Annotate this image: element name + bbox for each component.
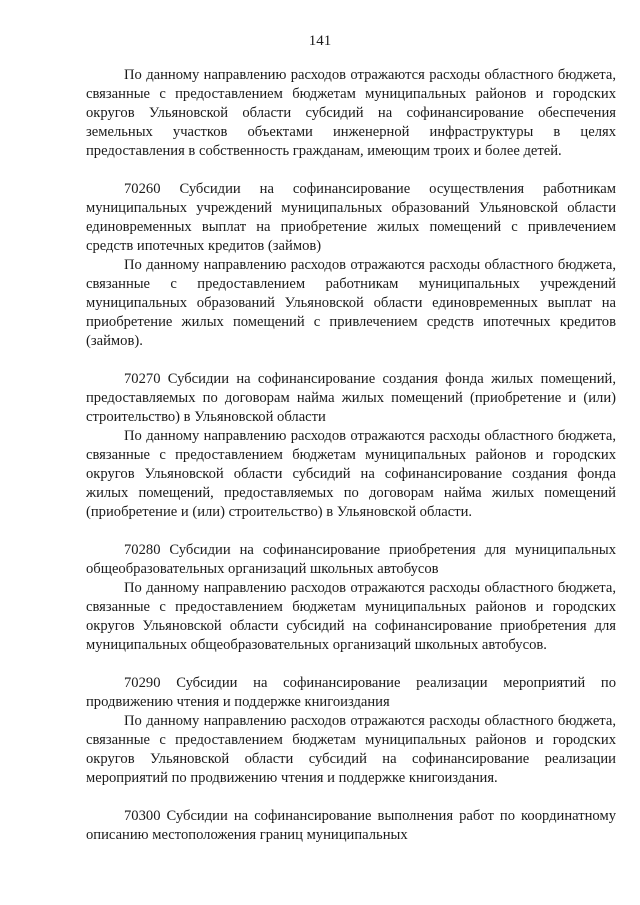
section-heading-70270: 70270 Субсидии на софинансирование создания фонда жилых помещений, предоставляемых по договорам найма жилых помещений (приобретение и (или) строительство) в Ульяновской области — [86, 371, 616, 425]
paragraph-description: По данному направлению расходов отражаются расходы областного бюджета, связанные с предоставлением работникам муниципальных учреждений муниципальных образований Ульяновской области единовременных выплат на приобретение жилых помещений с привлечением средств ипотечных кредитов (займов). — [86, 257, 616, 349]
section-heading-70290: 70290 Субсидии на софинансирование реализации мероприятий по продвижению чтения и поддержке книгоиздания — [86, 675, 616, 710]
section-heading-70300: 70300 Субсидии на софинансирование выполнения работ по координатному описанию местоположения границ муниципальных — [86, 808, 616, 843]
paragraph-spacer — [86, 655, 616, 674]
paragraph-spacer — [86, 161, 616, 180]
section-heading-70280: 70280 Субсидии на софинансирование приобретения для муниципальных общеобразовательных организаций школьных автобусов — [86, 542, 616, 577]
paragraph-spacer — [86, 522, 616, 541]
paragraph-description: По данному направлению расходов отражаются расходы областного бюджета, связанные с предоставлением бюджетам муниципальных районов и городских округов Ульяновской области субсидий на софинансирование приобретения для муниципальных общеобразовательных организаций школьных автобусов. — [86, 580, 616, 653]
paragraph-description: По данному направлению расходов отражаются расходы областного бюджета, связанные с предоставлением бюджетам муниципальных районов и городских округов Ульяновской области субсидий на софинансирование создания фонда жилых помещений, предоставляемых по договорам найма жилых помещений (приобретение и (или) строительство) в Ульяновской области. — [86, 428, 616, 520]
paragraph-description: По данному направлению расходов отражаются расходы областного бюджета, связанные с предоставлением бюджетам муниципальных районов и городских округов Ульяновской области субсидий на софинансирование обеспечения земельных участков объектами инженерной инфраструктуры в целях предоставления в собственность гражданам, имеющим троих и более детей. — [86, 67, 616, 159]
paragraph-spacer — [86, 788, 616, 807]
section-heading-70260: 70260 Субсидии на софинансирование осуществления работникам муниципальных учреждений муниципальных образований Ульяновской области единовременных выплат на приобретение жилых помещений с привлечением средств ипотечных кредитов (займов) — [86, 181, 616, 254]
paragraph-spacer — [86, 351, 616, 370]
document-body — [86, 66, 616, 845]
paragraph-description: По данному направлению расходов отражаются расходы областного бюджета, связанные с предоставлением бюджетам муниципальных районов и городских округов Ульяновской области субсидий на софинансирование реализации мероприятий по продвижению чтения и поддержке книгоиздания. — [86, 713, 616, 786]
page-number: 141 — [308, 33, 332, 49]
